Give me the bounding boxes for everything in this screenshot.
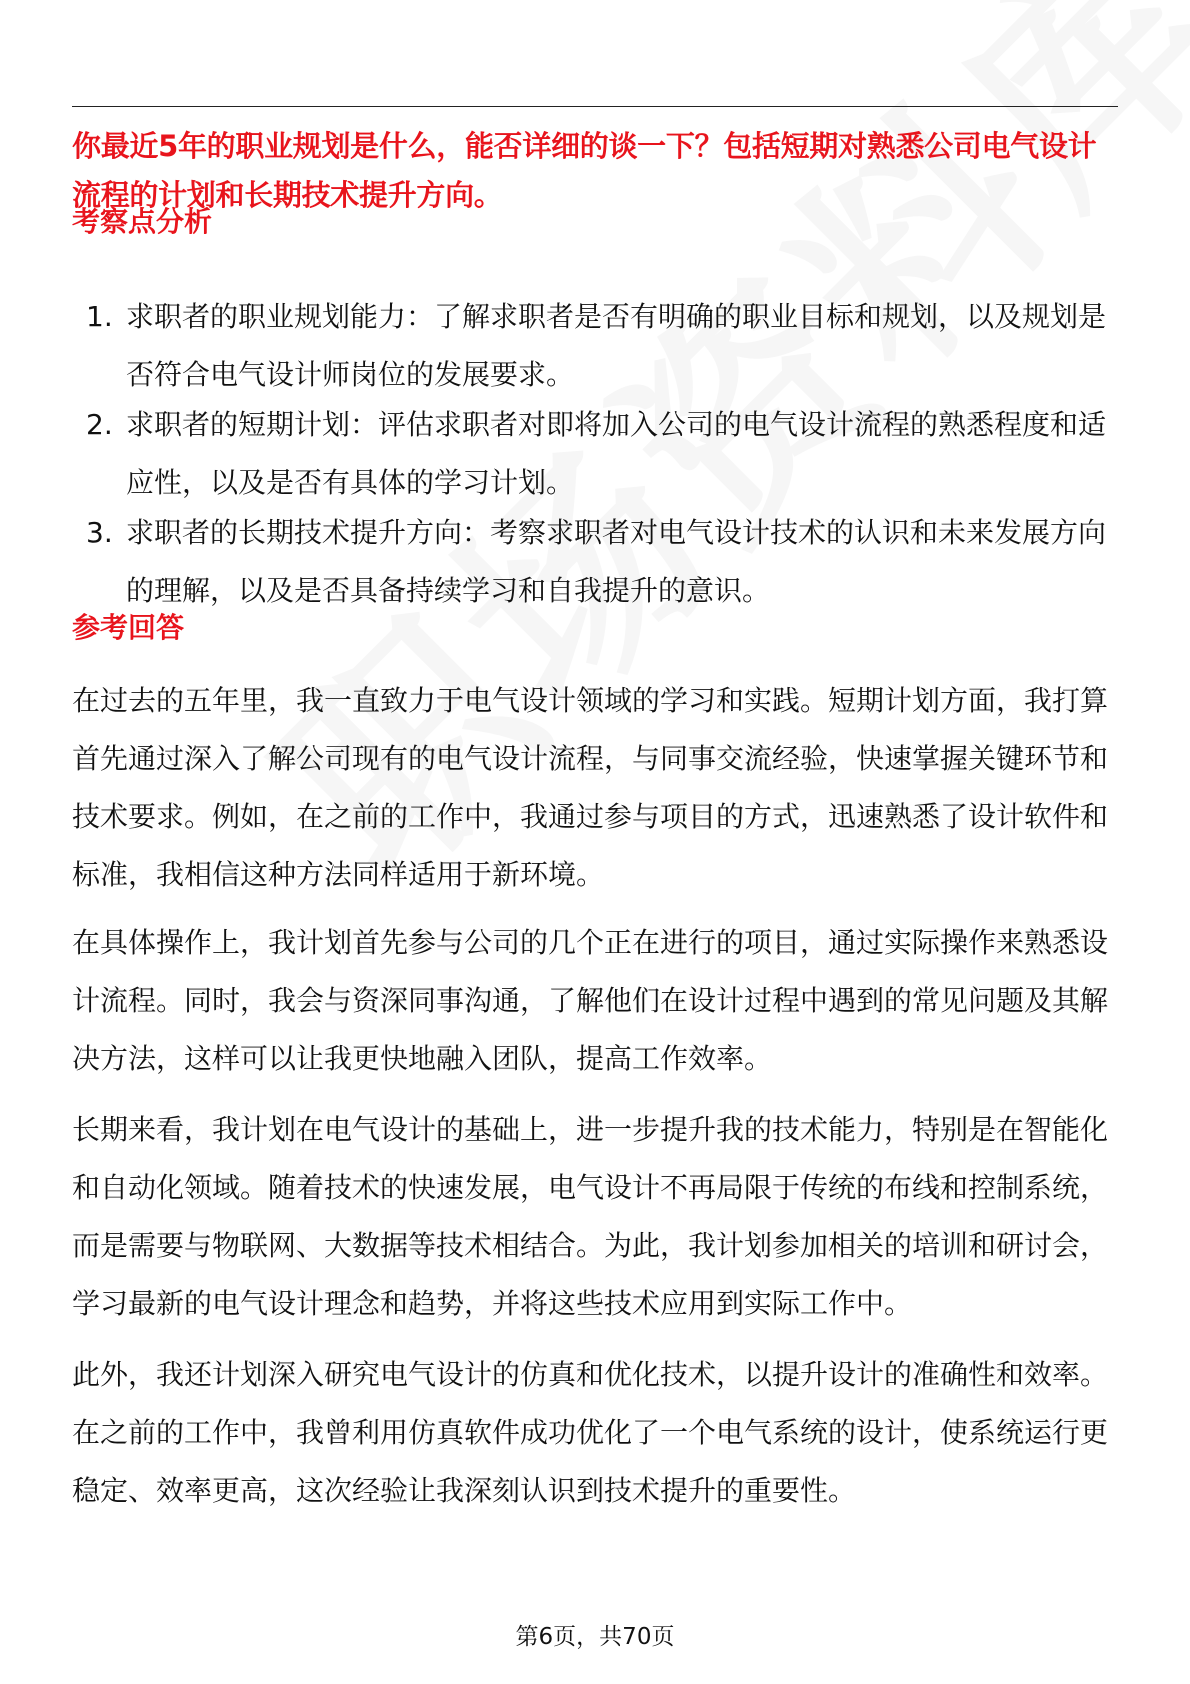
question-title: 你最近5年的职业规划是什么，能否详细的谈一下？包括短期对熟悉公司电气设计流程的计划和长期技术提升方向。 (72, 129, 1097, 212)
answer-heading: 参考回答 (72, 611, 185, 644)
list-item-number: 1. (86, 300, 113, 333)
list-item-number: 2. (86, 408, 113, 441)
list-item (72, 396, 1118, 512)
list-item (72, 504, 1118, 620)
list-item (72, 288, 1118, 404)
list-item-text: 求职者的长期技术提升方向：考察求职者对电气设计技术的认识和未来发展方向的理解，以及是否具备持续学习和自我提升的意识。 (126, 516, 1107, 607)
page-number: 第6页，共70页 (515, 1624, 675, 1650)
analysis-heading: 考察点分析 (72, 205, 213, 238)
answer-paragraph: 长期来看，我计划在电气设计的基础上，进一步提升我的技术能力，特别是在智能化和自动化领域。随着技术的快速发展，电气设计不再局限于传统的布线和控制系统，而是需要与物联网、大数据等技术相结合。为此，我计划参加相关的培训和研讨会，学习最新的电气设计理念和趋势，并将这些技术应用到实际工作中。 (72, 1113, 1109, 1320)
list-item-text: 求职者的职业规划能力：了解求职者是否有明确的职业目标和规划，以及规划是否符合电气设计师岗位的发展要求。 (126, 300, 1107, 391)
analysis-list (72, 288, 1118, 620)
list-item-text: 求职者的短期计划：评估求职者对即将加入公司的电气设计流程的熟悉程度和适应性，以及是否有具体的学习计划。 (126, 408, 1107, 499)
answer-paragraph: 在具体操作上，我计划首先参与公司的几个正在进行的项目，通过实际操作来熟悉设计流程。同时，我会与资深同事沟通，了解他们在设计过程中遇到的常见问题及其解决方法，这样可以让我更快地融入团队，提高工作效率。 (72, 926, 1109, 1075)
list-item-number: 3. (86, 516, 113, 549)
top-divider (72, 106, 1118, 107)
answer-paragraph: 此外，我还计划深入研究电气设计的仿真和优化技术，以提升设计的准确性和效率。在之前的工作中，我曾利用仿真软件成功优化了一个电气系统的设计，使系统运行更稳定、效率更高，这次经验让我深刻认识到技术提升的重要性。 (72, 1358, 1109, 1507)
answer-paragraph: 在过去的五年里，我一直致力于电气设计领域的学习和实践。短期计划方面，我打算首先通过深入了解公司现有的电气设计流程，与同事交流经验，快速掌握关键环节和技术要求。例如，在之前的工作中，我通过参与项目的方式，迅速熟悉了设计软件和标准，我相信这种方法同样适用于新环境。 (72, 684, 1109, 891)
